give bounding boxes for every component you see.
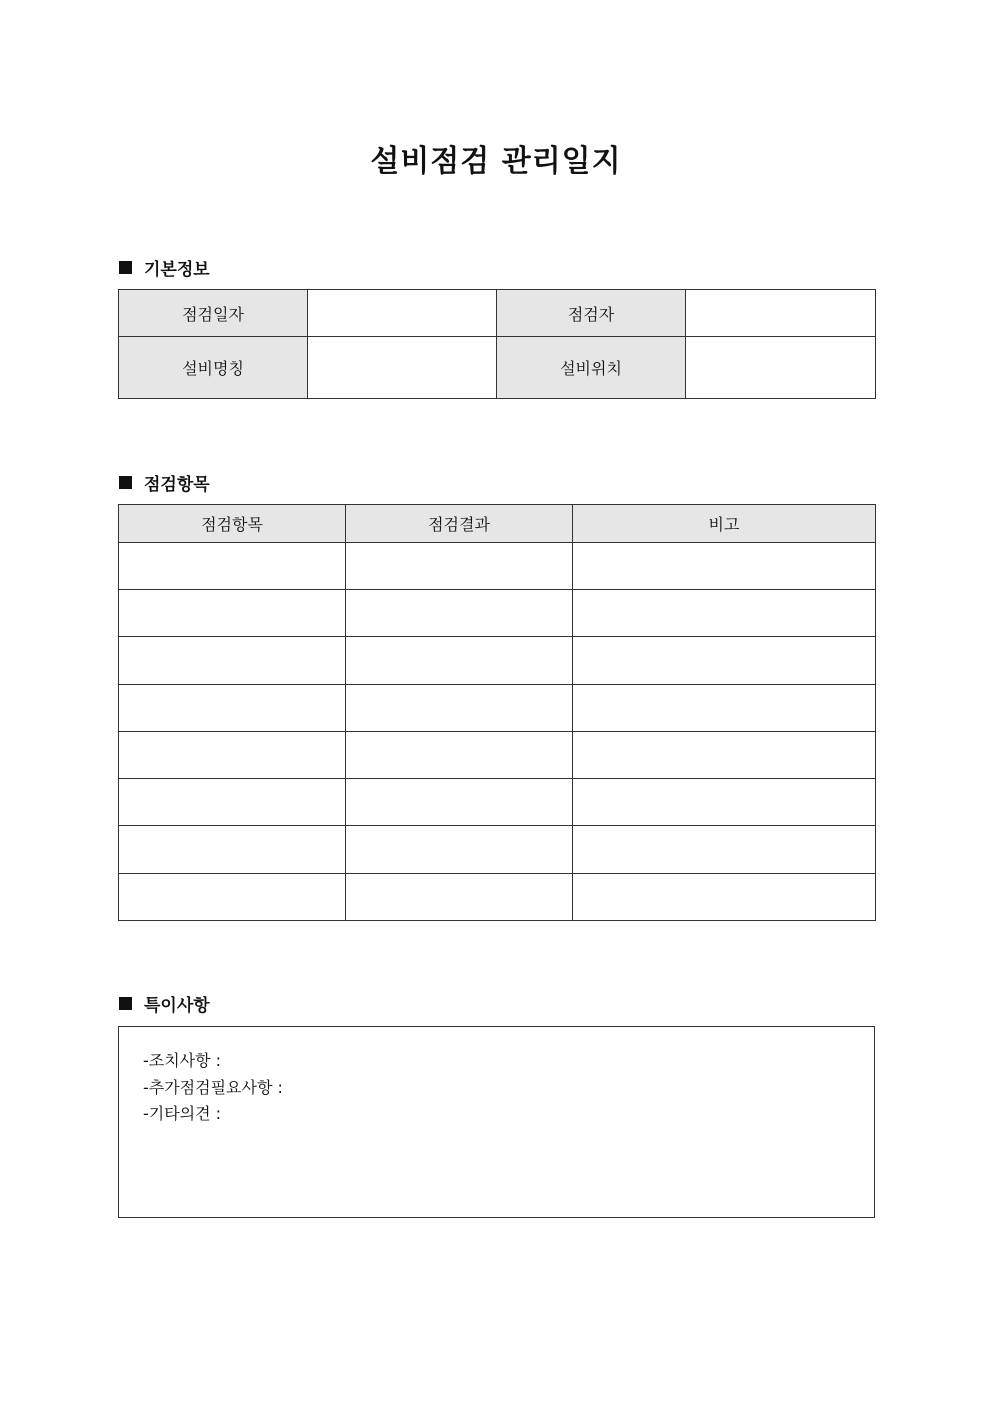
inspection-date-field[interactable] (308, 290, 497, 337)
check-item-cell[interactable] (119, 590, 346, 637)
check-result-cell[interactable] (346, 543, 573, 590)
note-cell[interactable] (573, 685, 876, 732)
table-row (119, 543, 876, 590)
note-cell[interactable] (573, 874, 876, 921)
check-items-table (118, 504, 876, 921)
table-row (119, 874, 876, 921)
note-cell[interactable] (573, 543, 876, 590)
check-item-cell[interactable] (119, 732, 346, 779)
check-item-cell[interactable] (119, 637, 346, 685)
header-note: 비고 (573, 505, 876, 543)
section-heading-check-items (119, 470, 210, 495)
check-result-cell[interactable] (346, 732, 573, 779)
square-bullet-icon (119, 997, 132, 1010)
section-heading-remarks (119, 991, 210, 1016)
check-result-cell[interactable] (346, 779, 573, 826)
check-item-cell[interactable] (119, 685, 346, 732)
table-row (119, 826, 876, 874)
check-result-cell[interactable] (346, 874, 573, 921)
note-cell[interactable] (573, 637, 876, 685)
check-item-cell[interactable] (119, 779, 346, 826)
section-heading-basic-info (119, 255, 210, 280)
remark-other-opinion: -기타의견 : (143, 1104, 222, 1123)
check-item-cell[interactable] (119, 543, 346, 590)
note-cell[interactable] (573, 826, 876, 874)
remarks-box[interactable] (118, 1026, 875, 1218)
table-row (119, 779, 876, 826)
table-row (119, 637, 876, 685)
check-item-cell[interactable] (119, 826, 346, 874)
table-row (119, 590, 876, 637)
header-check-result: 점검결과 (346, 505, 573, 543)
equipment-name-field[interactable] (308, 337, 497, 399)
equipment-location-label: 설비위치 (497, 337, 686, 399)
note-cell[interactable] (573, 732, 876, 779)
check-item-cell[interactable] (119, 874, 346, 921)
basic-info-table (118, 289, 876, 399)
remark-additional-check: -추가점검필요사항 : (143, 1078, 283, 1097)
check-result-cell[interactable] (346, 685, 573, 732)
section-title: 점검항목 (144, 475, 210, 495)
page-title: 설비점검 관리일지 (370, 144, 622, 179)
equipment-location-field[interactable] (686, 337, 876, 399)
section-title: 기본정보 (144, 260, 210, 280)
equipment-name-label: 설비명칭 (119, 337, 308, 399)
inspector-field[interactable] (686, 290, 876, 337)
inspector-label: 점검자 (497, 290, 686, 337)
section-title: 특이사항 (144, 996, 210, 1016)
square-bullet-icon (119, 476, 132, 489)
check-result-cell[interactable] (346, 590, 573, 637)
check-result-cell[interactable] (346, 637, 573, 685)
inspection-date-label: 점검일자 (119, 290, 308, 337)
check-result-cell[interactable] (346, 826, 573, 874)
note-cell[interactable] (573, 779, 876, 826)
note-cell[interactable] (573, 590, 876, 637)
table-row (119, 685, 876, 732)
square-bullet-icon (119, 261, 132, 274)
header-check-item: 점검항목 (119, 505, 346, 543)
remark-action-taken: -조치사항 : (143, 1051, 222, 1070)
table-row (119, 732, 876, 779)
